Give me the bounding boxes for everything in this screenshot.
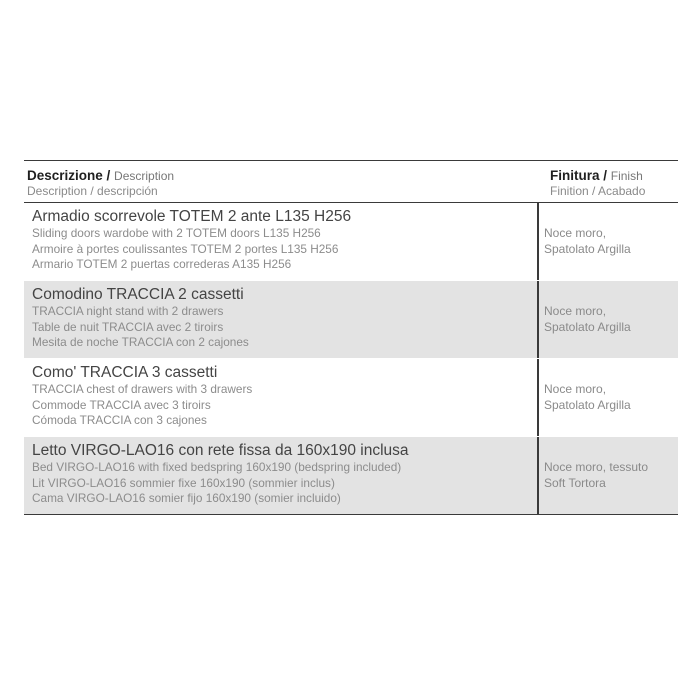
row-title: Armadio scorrevole TOTEM 2 ante L135 H256 xyxy=(32,208,352,225)
row-description xyxy=(32,207,351,273)
row-description xyxy=(32,441,409,507)
row-line-fr: Commode TRACCIA avec 3 tiroirs xyxy=(32,397,211,412)
row-finish-line: Noce moro, tessuto xyxy=(544,460,649,474)
row-title: Letto VIRGO-LAO16 con rete fissa da 160x190 inclusa xyxy=(32,442,409,459)
row-line-es: Mesita de noche TRACCIA con 2 cajones xyxy=(32,335,249,349)
description-header-translations: Description / descripción xyxy=(27,184,158,198)
row-finish xyxy=(544,381,631,413)
finish-header xyxy=(550,168,645,198)
table-row xyxy=(24,281,678,359)
table-row xyxy=(24,359,678,437)
description-header xyxy=(27,168,174,198)
column-divider xyxy=(537,203,539,280)
row-line-en: TRACCIA night stand with 2 drawers xyxy=(32,304,224,318)
row-line-es: Armario TOTEM 2 puertas correderas A135 H256 xyxy=(32,257,292,271)
row-finish-line: Spatolato Argilla xyxy=(544,320,631,334)
row-line-fr: Table de nuit TRACCIA avec 2 tiroirs xyxy=(32,319,224,334)
row-line-es: Cama VIRGO-LAO16 somier fijo 160x190 (somier incluido) xyxy=(32,491,341,505)
row-finish xyxy=(544,459,648,491)
row-finish-line: Soft Tortora xyxy=(544,476,606,490)
description-header-it: Descrizione / xyxy=(27,168,111,183)
table-row xyxy=(24,203,678,281)
row-finish-line: Noce moro, xyxy=(544,304,607,318)
row-title: Como' TRACCIA 3 cassetti xyxy=(32,364,218,381)
column-divider xyxy=(537,437,539,514)
row-line-en: TRACCIA chest of drawers with 3 drawers xyxy=(32,382,253,396)
row-line-en: Bed VIRGO-LAO16 with fixed bedspring 160x190 (bedspring included) xyxy=(32,460,402,474)
row-description xyxy=(32,285,249,351)
row-finish xyxy=(544,303,631,335)
row-finish-line: Spatolato Argilla xyxy=(544,242,631,256)
row-title: Comodino TRACCIA 2 cassetti xyxy=(32,286,244,303)
column-divider xyxy=(537,359,539,436)
row-line-fr: Armoire à portes coulissantes TOTEM 2 portes L135 H256 xyxy=(32,241,339,256)
finish-header-translations: Finition / Acabado xyxy=(550,184,646,198)
description-header-en: Description xyxy=(114,169,175,183)
finish-header-it: Finitura / xyxy=(550,168,607,183)
row-finish xyxy=(544,225,631,257)
product-table xyxy=(24,160,678,515)
row-line-fr: Lit VIRGO-LAO16 sommier fixe 160x190 (sommier inclus) xyxy=(32,475,335,490)
finish-header-en: Finish xyxy=(610,169,643,183)
column-divider xyxy=(537,281,539,358)
row-finish-line: Spatolato Argilla xyxy=(544,398,631,412)
table-header xyxy=(24,161,678,203)
row-line-en: Sliding doors wardobe with 2 TOTEM doors L135 H256 xyxy=(32,226,321,240)
row-finish-line: Noce moro, xyxy=(544,226,607,240)
row-finish-line: Noce moro, xyxy=(544,382,607,396)
row-description xyxy=(32,363,252,429)
row-line-es: Cómoda TRACCIA con 3 cajones xyxy=(32,413,207,427)
table-row xyxy=(24,437,678,515)
